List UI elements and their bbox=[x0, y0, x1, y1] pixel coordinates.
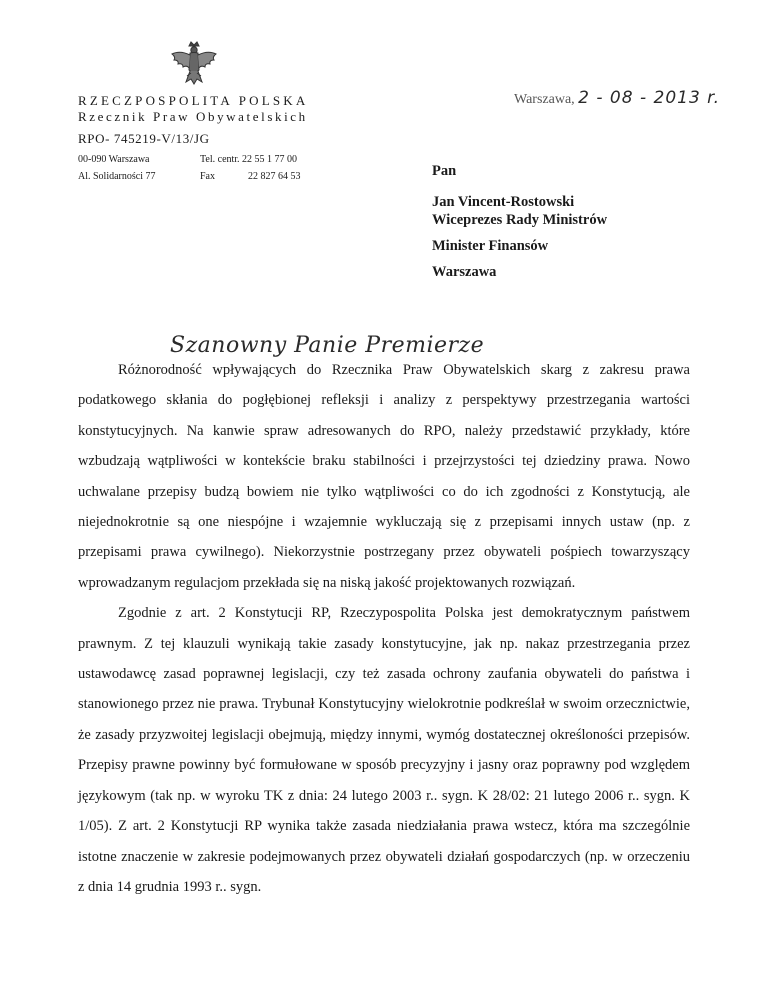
address-street: Al. Solidarności 77 bbox=[78, 171, 156, 182]
eagle-emblem-icon bbox=[168, 40, 220, 92]
paragraph-2: Zgodnie z art. 2 Konstytucji RP, Rzeczypospolita Polska jest demokratycznym państwem prawnym. Z tej klauzuli wynikają takie zasady konstytucyjne, jak np. nakaz przestrzegania przez ustawodawcę zasad poprawnej legislacji, czy też zasada ochrony zaufania obywateli do państwa i stanowionego przez nie prawa. Trybunał Konstytucyjny wielokrotnie podkreślał w swoim orzecznictwie, że zasady przyzwoitej legislacji obejmują, między innymi, wymóg dostatecznej określoności przepisów. Przepisy prawne powinny być formułowane w sposób precyzyjny i jasny oraz poprawny pod względem językowym (tak np. w wyroku TK z dnia: 24 lutego 2003 r.. sygn. K 28/02: 21 lutego 2006 r.. sygn. K 1/05). Z art. 2 Konstytucji RP wynika także zasada niedziałania prawa wstecz, która ma szczególnie istotne znaczenie w zakresie podejmowanych przez obywateli działań gospodarczych (np. w orzeczeniu z dnia 14 grudnia 1993 r.. sygn. bbox=[78, 605, 690, 895]
phone-number: Tel. centr. 22 55 1 77 00 bbox=[200, 154, 298, 165]
institution-name: RZECZPOSPOLITA POLSKA bbox=[78, 93, 309, 108]
recipient-title: Pan bbox=[432, 163, 457, 179]
fax-label: Fax bbox=[200, 171, 215, 182]
recipient-function-1: Wiceprezes Rady Ministrów bbox=[432, 212, 608, 228]
recipient-city: Warszawa bbox=[432, 264, 497, 280]
recipient-name: Jan Vincent-Rostowski bbox=[432, 194, 575, 210]
place: Warszawa, bbox=[514, 92, 575, 107]
reference-number: RPO- 745219-V/13/JG bbox=[78, 131, 210, 146]
paragraph-1: Różnorodność wpływających do Rzecznika Praw Obywatelskich skarg z zakresu prawa podatkowego skłania do pogłębionej refleksji i analizy z perspektywy przestrzegania wartości konstytucyjnych. Na kanwie spraw adresowanych do RPO, należy przedstawić przykłady, które wzbudzają wątpliwości w kontekście braku stabilności i przejrzystości tej dziedziny prawa. Nowo uchwalane przepisy budzą bowiem nie tylko wątpliwości co do ich zgodności z Konstytucją, ale niejednokrotnie są one niespójne i wzajemnie wykluczają się z przepisami innych ustaw (np. z przepisami prawa cywilnego). Niekorzystnie postrzegany przez obywateli pośpiech towarzyszący wprowadzanym regulacjom przekłada się na niską jakość projektowanych rozwiązań. bbox=[78, 362, 690, 591]
fax-number: 22 827 64 53 bbox=[248, 171, 301, 182]
office-name: Rzecznik Praw Obywatelskich bbox=[78, 109, 308, 124]
letter-body bbox=[78, 355, 690, 902]
handwritten-date: 2 - 08 - 2013 r. bbox=[578, 88, 721, 108]
recipient-function-2: Minister Finansów bbox=[432, 238, 549, 254]
place-and-date bbox=[514, 88, 720, 108]
address-postal: 00-090 Warszawa bbox=[78, 154, 150, 165]
salutation-text: Szanowny Panie Premierze bbox=[170, 333, 485, 358]
